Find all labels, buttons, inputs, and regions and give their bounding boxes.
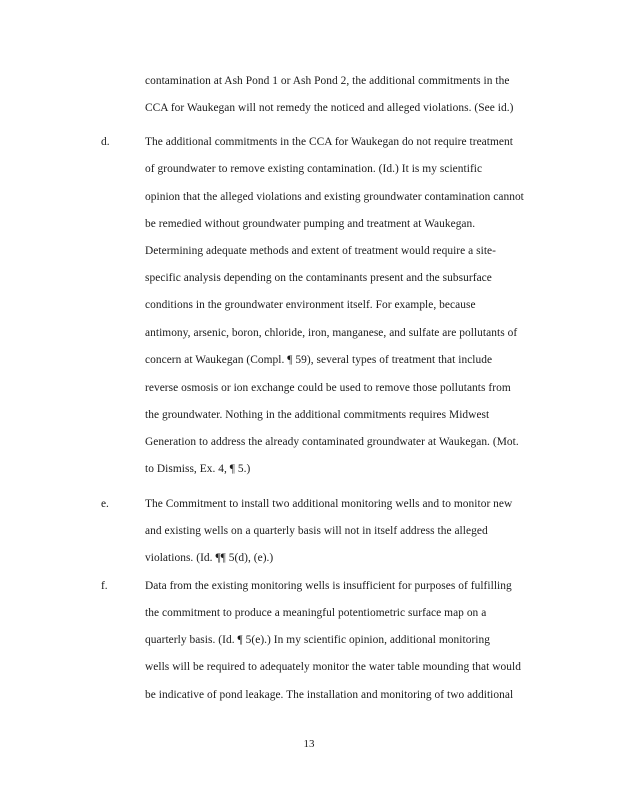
body-line: contamination at Ash Pond 1 or Ash Pond 2, the additional commitments in the <box>145 75 510 87</box>
body-line: concern at Waukegan (Compl. ¶ 59), several types of treatment that include <box>145 354 493 366</box>
body-line: The additional commitments in the CCA for Waukegan do not require treatment <box>145 136 513 148</box>
body-line: opinion that the alleged violations and existing groundwater contamination cannot <box>145 191 524 203</box>
body-line: Generation to address the already contaminated groundwater at Waukegan. (Mot. <box>145 436 519 448</box>
body-line: conditions in the groundwater environment itself. For example, because <box>145 299 476 311</box>
body-line: quarterly basis. (Id. ¶ 5(e).) In my scientific opinion, additional monitoring <box>145 634 491 646</box>
body-line: The Commitment to install two additional monitoring wells and to monitor new <box>145 498 513 510</box>
body-line: specific analysis depending on the contaminants present and the subsurface <box>145 272 492 284</box>
body-line: Determining adequate methods and extent of treatment would require a site- <box>145 245 496 257</box>
list-marker-f: f. <box>101 580 108 592</box>
body-line: be indicative of pond leakage. The installation and monitoring of two additional <box>145 689 514 701</box>
list-marker-e: e. <box>101 498 109 510</box>
body-line: Data from the existing monitoring wells is insufficient for purposes of fulfilling <box>145 580 512 592</box>
body-line: the groundwater. Nothing in the additional commitments requires Midwest <box>145 409 490 421</box>
body-line: CCA for Waukegan will not remedy the noticed and alleged violations. (See id.) <box>145 102 514 114</box>
page-number: 13 <box>303 738 315 750</box>
body-line: to Dismiss, Ex. 4, ¶ 5.) <box>145 463 251 475</box>
body-line: reverse osmosis or ion exchange could be used to remove those pollutants from <box>145 382 511 394</box>
body-line: be remedied without groundwater pumping and treatment at Waukegan. <box>145 218 476 230</box>
body-line: antimony, arsenic, boron, chloride, iron, manganese, and sulfate are pollutants of <box>145 327 518 339</box>
body-line: wells will be required to adequately monitor the water table mounding that would <box>145 661 521 673</box>
body-line: violations. (Id. ¶¶ 5(d), (e).) <box>145 552 274 564</box>
body-line: and existing wells on a quarterly basis will not in itself address the alleged <box>145 525 488 537</box>
body-line: of groundwater to remove existing contamination. (Id.) It is my scientific <box>145 163 483 175</box>
body-line: the commitment to produce a meaningful potentiometric surface map on a <box>145 607 487 619</box>
list-marker-d: d. <box>101 136 110 148</box>
